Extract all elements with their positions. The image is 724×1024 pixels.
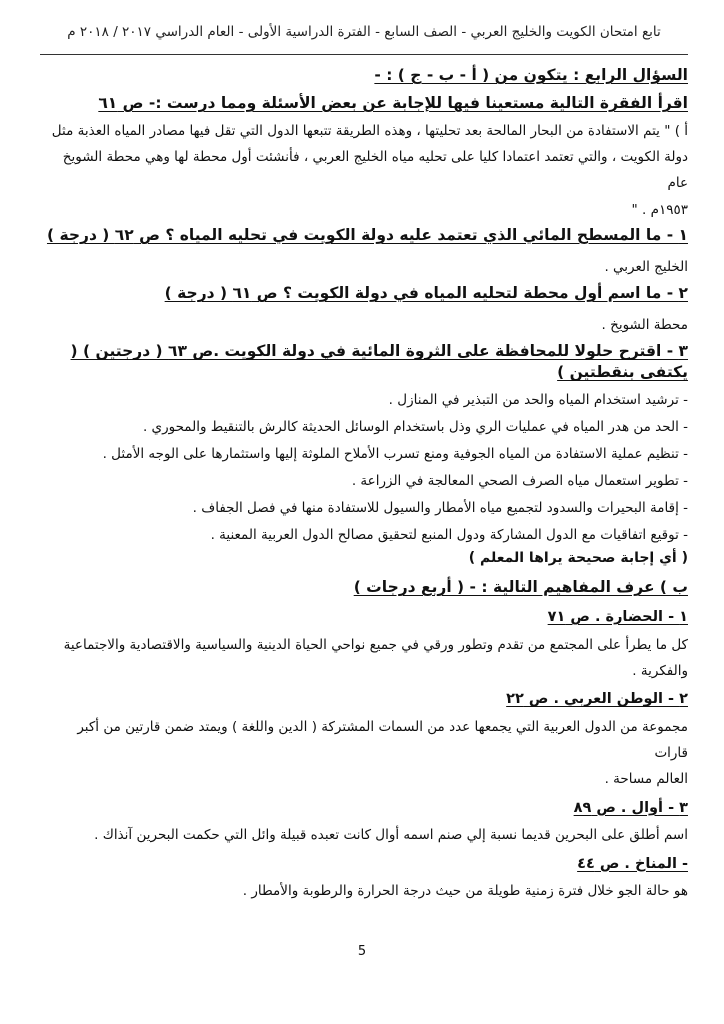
list-item: - تنظيم عملية الاستفادة من المياه الجوفية ومنع تسرب الأملاح الملوثة إليها واستثمارها على الوجه الأمثل . [102, 446, 688, 463]
section-b-title: ب ) عرف المفاهيم التالية : - ( أربع درجات ) [353, 578, 688, 597]
passage-line: أ ) " يتم الاستفادة من البحار المالحة بعد تحليتها ، وهذه الطريقة تتبعها الدول التي تقل فيها مصادر المياه العذبة مثل [51, 122, 688, 139]
question-four-title: السؤال الرابع : يتكون من ( أ - ب - ج ) : - [374, 66, 688, 84]
teacher-note: ( أي إجابة صحيحة يراها المعلم ) [468, 550, 688, 567]
question-3: ٣ - اقترح حلولا للمحافظة على الثروة المائية في دولة الكويت .ص ٦٣ ( درجتين ) ( يكتفى بنقطتين ) [70, 342, 688, 382]
concept-4-definition: هو حالة الجو خلال فترة زمنية طويلة من حيث درجة الحرارة والرطوبة والأمطار . [242, 883, 688, 900]
list-item: - تطوير استعمال مياه الصرف الصحي المعالجة في الزراعة . [351, 473, 688, 490]
concept-3-definition: اسم أطلق على البحرين قديما نسبة إلي صنم اسمه أوال كانت تعبده قبيلة وائل التي حكمت البحرين آنذاك . [94, 827, 688, 844]
instruction-heading: اقرأ الفقرة التالية مستعينا فيها للإجابة عن بعض الأسئلة ومما درست :- ص ٦١ [98, 93, 688, 112]
concept-1-title: ١ - الحضارة . ص ٧١ [547, 609, 688, 626]
concept-1-definition [40, 632, 688, 685]
definition-line: والفكرية . [632, 662, 688, 679]
concept-2-definition [40, 714, 688, 793]
passage-line: دولة الكويت ، والتي تعتمد اعتمادا كليا على تحليه مياه الخليج العربي ، فأنشئت أول محطة لها وهي محطة الشويخ عام [62, 149, 688, 192]
passage-line: ١٩٥٣م . " [631, 201, 688, 218]
concept-4-title: - المناخ . ص ٤٤ [577, 855, 688, 872]
definition-line: كل ما يطرأ على المجتمع من تقدم وتطور ورقي في جميع نواحي الحياة الدينية والسياسية والاقتصادية والاجتماعية [63, 636, 688, 653]
page-number: 5 [357, 944, 367, 959]
answer-3-list [40, 387, 688, 549]
list-item: - توقيع اتفاقيات مع الدول المشاركة ودول المنبع لتحقيق مصالح الدول العربية المعنية . [210, 527, 688, 544]
exam-page [40, 24, 688, 900]
header-divider [40, 54, 688, 55]
concept-3-title: ٣ - أوال . ص ٨٩ [573, 799, 688, 816]
definition-line: مجموعة من الدول العربية التي يجمعها عدد من السمات المشتركة ( الدين واللغة ) ويمتد ضمن قارتين من أكبر قارات [77, 718, 688, 762]
list-item: - ترشيد استخدام المياه والحد من التبذير في المنازل . [388, 392, 688, 409]
list-item: - إقامة البحيرات والسدود لتجميع مياه الأمطار والسيول للاستفادة منها في فصل الجفاف . [192, 500, 688, 517]
page-header: تابع امتحان الكويت والخليج العربي - الصف السابع - الفترة الدراسية الأولى - العام الدراسي ٢٠١٧ / ٢٠١٨ م [67, 24, 661, 40]
passage [40, 118, 688, 223]
definition-line: العالم مساحة . [604, 771, 688, 788]
answer-2: محطة الشويخ . [601, 317, 688, 334]
question-1: ١ - ما المسطح المائي الذي تعتمد عليه دولة الكويت في تحليه المياه ؟ ص ٦٢ ( درجة ) [46, 226, 688, 245]
list-item: - الحد من هدر المياه في عمليات الري وذل باستخدام الوسائل الحديثة كالرش بالتنقيط والمحوري . [142, 419, 688, 436]
question-2: ٢ - ما اسم أول محطة لتحليه المياه في دولة الكويت ؟ ص ٦١ ( درجة ) [164, 284, 688, 303]
concept-2-title: ٢ - الوطن العربي . ص ٢٢ [506, 691, 688, 708]
answer-1: الخليج العربي . [604, 259, 688, 276]
